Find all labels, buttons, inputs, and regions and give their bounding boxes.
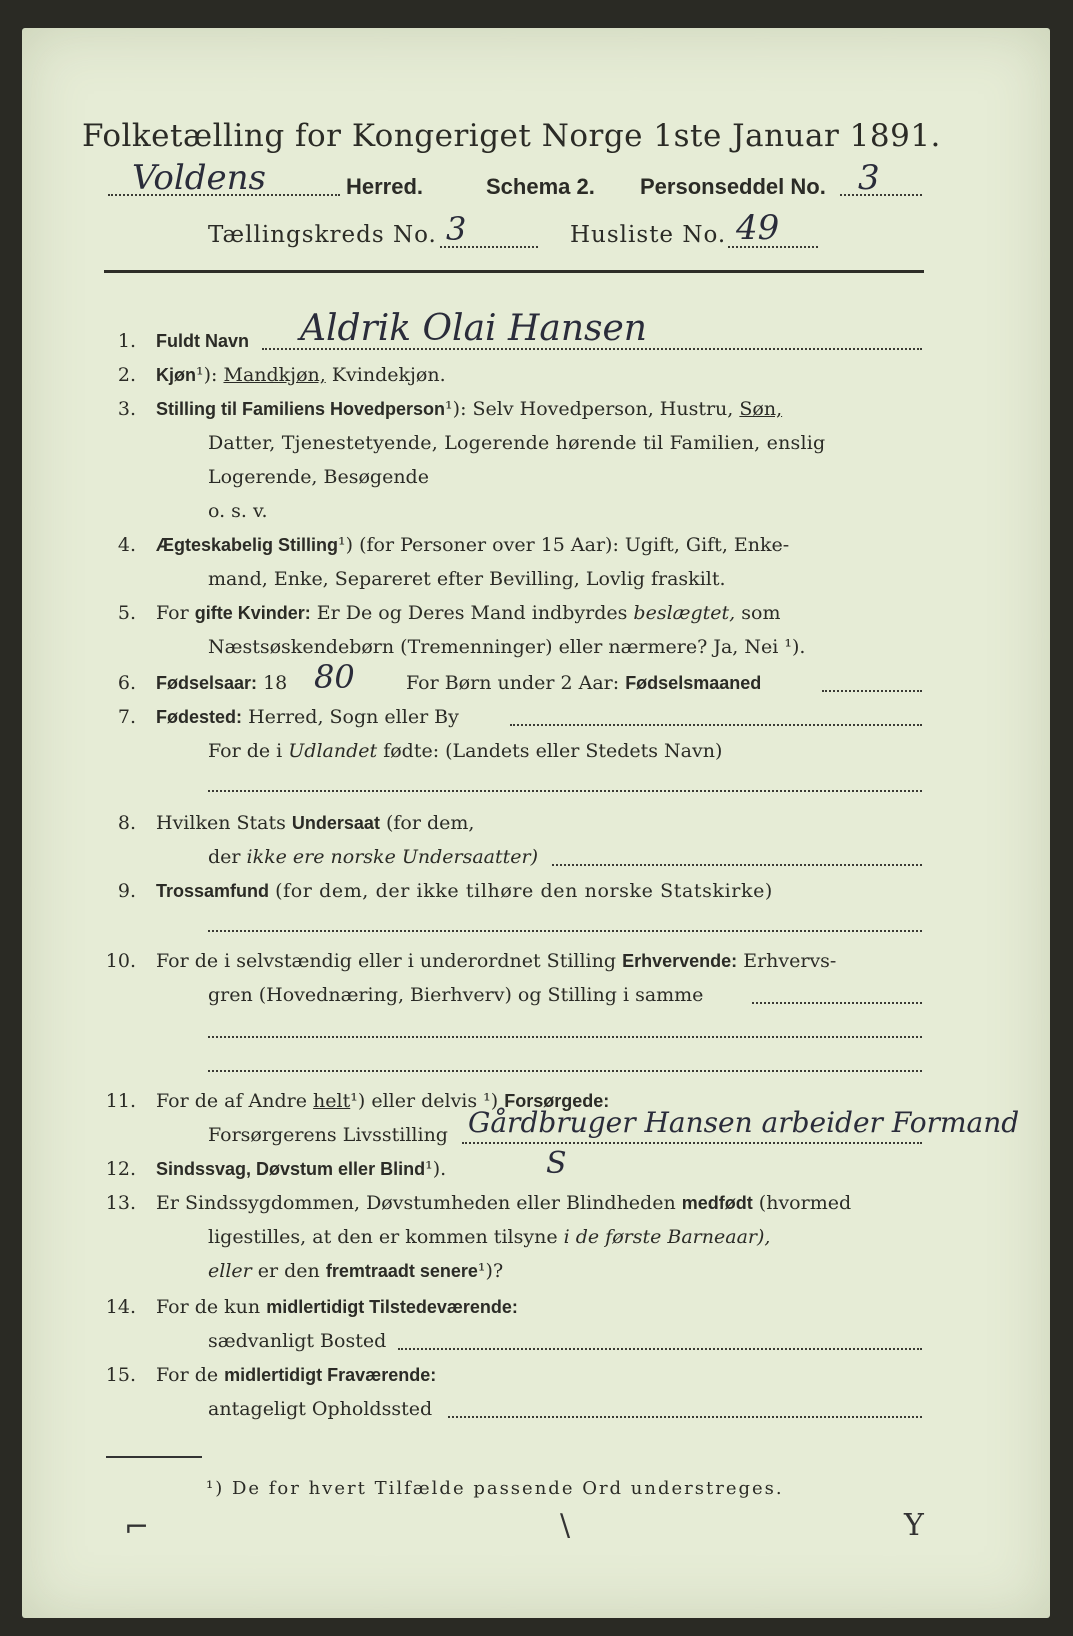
pencil-mark-center: \ <box>560 1508 571 1543</box>
field-11-helt: helt <box>313 1090 351 1112</box>
field-8-label: Undersaat <box>291 813 380 833</box>
field-6-row-2 <box>406 672 761 694</box>
personseddel-dots <box>840 194 922 196</box>
personseddel-value: 3 <box>858 158 880 198</box>
header-rule <box>104 270 924 273</box>
field-4-row-1 <box>156 534 789 556</box>
field-3-row-2: Datter, Tjenestetyende, Logerende hørende til Familien, enslig <box>208 432 826 454</box>
field-5-question: Er De og Deres Mand indbyrdes <box>316 602 628 624</box>
field-3-row-1 <box>156 398 782 420</box>
field-11-label: Forsørgede: <box>504 1091 610 1111</box>
field-8-italic: ikke ere norske Undersaatter) <box>246 846 539 868</box>
field-10-label: Erhvervende: <box>622 951 738 971</box>
field-14-number: 14. <box>105 1296 136 1318</box>
field-9-dots <box>208 930 922 932</box>
field-15-label: midlertidigt Fraværende: <box>224 1365 437 1385</box>
field-15-row-1 <box>156 1364 436 1386</box>
field-10-number: 10. <box>105 950 136 972</box>
field-5-pre: For <box>156 602 189 624</box>
field-10-row-2: gren (Hovednæring, Bierhverv) og Stilling i samme <box>208 984 704 1006</box>
field-13-row-1 <box>156 1192 851 1214</box>
field-3-sup: ¹): <box>445 398 467 420</box>
form-title: Folketælling for Kongeriget Norge 1ste Januar 1891. <box>82 118 941 154</box>
field-1-label: Fuldt Navn <box>156 331 249 351</box>
schema-label: Schema 2. <box>486 174 595 199</box>
field-7-row-2 <box>208 740 722 762</box>
field-7-dots-2 <box>208 790 922 792</box>
husliste-label: Husliste No. <box>570 222 727 248</box>
field-10-pre: For de i selvstændig eller i underordnet Stilling <box>156 950 617 972</box>
field-13-end: ¹)? <box>477 1260 504 1282</box>
field-14-row-2: sædvanligt Bosted <box>208 1330 387 1352</box>
field-3-option-son: Søn, <box>739 398 783 420</box>
kreds-value: 3 <box>446 210 467 248</box>
field-1-value: Aldrik Olai Hansen <box>300 308 647 349</box>
footnote-rule <box>106 1456 202 1458</box>
field-2-option-female: Kvindekjøn. <box>331 364 446 386</box>
field-2-option-male: Mandkjøn, <box>223 364 326 386</box>
field-6-prefix: 18 <box>263 672 288 694</box>
footnote: ¹) De for hvert Tilfælde passende Ord understreges. <box>206 1478 784 1499</box>
field-12-label: Sindssvag, Døvstum eller Blind <box>156 1159 426 1179</box>
field-14-pre: For de kun <box>156 1296 261 1318</box>
field-11-pre: For de af Andre <box>156 1090 307 1112</box>
field-13-eller: eller <box>208 1260 252 1282</box>
field-8-row-1 <box>156 812 474 834</box>
field-5-row-2: Næstsøskendebørn (Tremenninger) eller nærmere? Ja, Nei ¹). <box>208 636 806 658</box>
field-4-number: 4. <box>117 534 136 556</box>
field-13-er-den: er den <box>257 1260 320 1282</box>
pencil-mark-left: ⌐ <box>124 1510 150 1545</box>
field-15-pre: For de <box>156 1364 219 1386</box>
field-8-post: (for dem, <box>385 812 475 834</box>
field-7-row-1 <box>156 706 459 728</box>
field-14-row-1 <box>156 1296 518 1318</box>
field-8-der: der <box>208 846 241 868</box>
field-5-italic: beslægtet, <box>633 602 736 624</box>
field-13-label-2: fremtraadt senere <box>325 1261 478 1281</box>
field-8-pre: Hvilken Stats <box>156 812 286 834</box>
field-13-pre: Er Sindssygdommen, Døvstumheden eller Blindheden <box>156 1192 676 1214</box>
pencil-mark-right: Y <box>904 1508 924 1543</box>
field-6-value: 80 <box>314 658 355 696</box>
field-15-row-2: antageligt Opholdssted <box>208 1398 433 1420</box>
field-7-italic: Udlandet <box>288 740 378 762</box>
field-5-label: gifte Kvinder: <box>194 603 311 623</box>
field-15-dots <box>448 1416 922 1418</box>
field-11-row-2: Forsørgerens Livsstilling <box>208 1124 448 1146</box>
field-10-row-1 <box>156 950 836 972</box>
field-13-row-3 <box>208 1260 503 1282</box>
herred-value: Voldens <box>132 158 267 198</box>
field-14-label: midlertidigt Tilstedeværende: <box>266 1297 518 1317</box>
field-9-text: (for dem, der ikke tilhøre den norske Statskirke) <box>275 880 773 902</box>
field-5-som: som <box>741 602 781 624</box>
field-6-label: Fødselsaar: <box>156 673 258 693</box>
field-6-dots <box>822 690 922 692</box>
herred-dots <box>108 194 340 196</box>
field-3-options-1: Selv Hovedperson, Hustru, <box>472 398 734 420</box>
field-1-number: 1. <box>117 330 136 352</box>
field-11-delvis: ¹) eller delvis ¹) <box>350 1090 499 1112</box>
field-10-dots-2 <box>208 1036 922 1038</box>
field-3-number: 3. <box>117 398 136 420</box>
field-7-for-de: For de i <box>208 740 283 762</box>
field-9-row-1 <box>156 880 773 902</box>
field-11-value: Gårdbruger Hansen arbeider Formand <box>468 1106 1020 1139</box>
husliste-dots <box>728 246 818 248</box>
field-12-number: 12. <box>105 1158 136 1180</box>
field-14-dots <box>398 1348 922 1350</box>
field-7-label: Fødested: <box>156 707 243 727</box>
field-2-row <box>156 364 446 386</box>
field-13-label: medfødt <box>681 1193 753 1213</box>
field-9-label: Trossamfund <box>156 881 270 901</box>
field-10-dots-1 <box>752 1002 922 1004</box>
field-12-sup: ¹). <box>425 1158 447 1180</box>
field-13-italic: i de første Barneaar), <box>563 1226 771 1248</box>
personseddel-label: Personseddel No. <box>640 174 826 199</box>
field-12-row <box>156 1158 446 1180</box>
field-4-options-1: ¹) (for Personer over 15 Aar): Ugift, Gift, Enke- <box>338 534 790 556</box>
kreds-dots <box>440 246 538 248</box>
field-6-row <box>156 672 287 694</box>
field-13-line2: ligestilles, at den er kommen tilsyne <box>208 1226 558 1248</box>
field-11-dots <box>462 1142 922 1144</box>
field-5-row-1 <box>156 602 780 624</box>
field-7-dots <box>510 724 922 726</box>
field-5-number: 5. <box>117 602 136 624</box>
field-13-row-2 <box>208 1226 770 1248</box>
field-15-number: 15. <box>105 1364 136 1386</box>
field-3-label: Stilling til Familiens Hovedperson <box>156 399 446 419</box>
field-8-number: 8. <box>117 812 136 834</box>
field-3-row-4: o. s. v. <box>208 500 268 522</box>
field-4-label: Ægteskabelig Stilling <box>156 535 339 555</box>
herred-label: Herred. <box>346 174 424 199</box>
field-2-label: Kjøn <box>156 365 196 385</box>
field-7-rest: fødte: (Landets eller Stedets Navn) <box>383 740 723 762</box>
field-6-label-2: Fødselsmaaned <box>625 673 762 693</box>
field-8-dots <box>552 864 922 866</box>
husliste-value: 49 <box>736 208 780 248</box>
field-6-mid: For Børn under 2 Aar: <box>406 672 620 694</box>
field-8-row-2 <box>208 846 538 868</box>
field-13-number: 13. <box>105 1192 136 1214</box>
field-2-sup: ¹): <box>196 364 218 386</box>
field-7-number: 7. <box>117 706 136 728</box>
field-13-post: (hvormed <box>758 1192 852 1214</box>
field-4-row-2: mand, Enke, Separeret efter Bevilling, Lovlig fraskilt. <box>208 568 726 590</box>
field-10-dots-3 <box>208 1070 922 1072</box>
kreds-label: Tællingskreds No. <box>208 222 437 248</box>
field-3-row-3: Logerende, Besøgende <box>208 466 429 488</box>
field-9-number: 9. <box>117 880 136 902</box>
field-1-dots <box>262 348 922 350</box>
field-7-options: Herred, Sogn eller By <box>248 706 459 728</box>
field-12-value: S <box>546 1146 567 1181</box>
field-6-number: 6. <box>117 672 136 694</box>
field-2-number: 2. <box>117 364 136 386</box>
field-11-number: 11. <box>105 1090 136 1112</box>
field-10-post: Erhvervs- <box>743 950 837 972</box>
